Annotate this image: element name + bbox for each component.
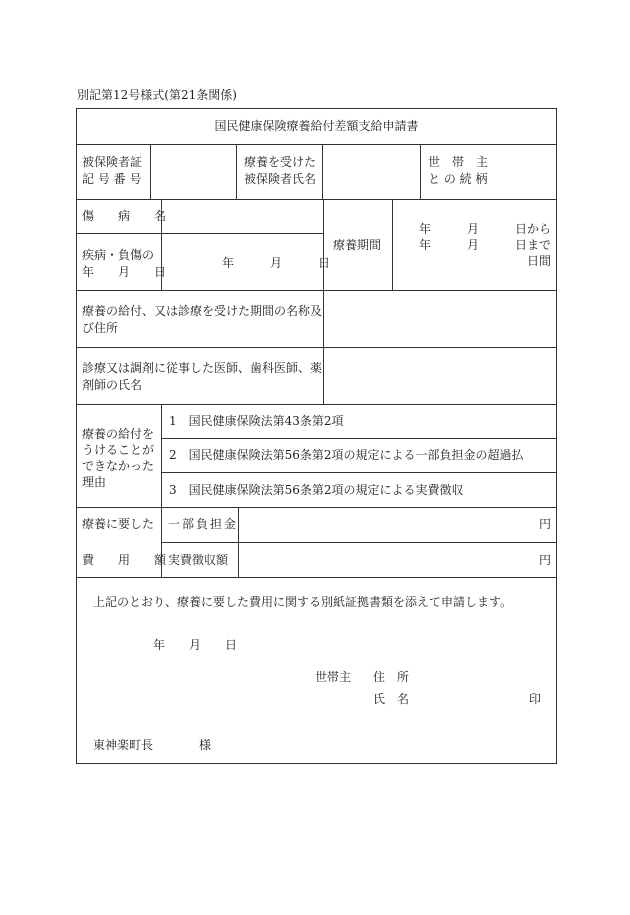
divider bbox=[76, 577, 557, 578]
honorific: 様 bbox=[199, 738, 212, 752]
divider bbox=[236, 144, 237, 199]
divider bbox=[238, 507, 239, 577]
divider bbox=[161, 438, 557, 439]
form-title: 国民健康保険療養給付差額支給申請書 bbox=[214, 119, 419, 133]
reason-label: できなかった bbox=[82, 459, 155, 473]
divider bbox=[161, 542, 557, 543]
divider bbox=[76, 507, 557, 508]
onset-date-label: 疾病・負傷の bbox=[82, 248, 155, 262]
reason-label: うけることが bbox=[82, 443, 155, 457]
period-from: 年 月 日から bbox=[418, 222, 551, 236]
application-date: 年 月 日 bbox=[153, 638, 238, 652]
doctor-label: 剤師の氏名 bbox=[82, 378, 143, 392]
reason-option: 3 国民健康保険法第56条第2項の規定による実費徴収 bbox=[169, 483, 464, 497]
divider bbox=[76, 199, 557, 200]
divider bbox=[420, 144, 421, 199]
reason-option: 1 国民健康保険法第43条第2項 bbox=[169, 414, 344, 428]
actual-cost-label: 実費徴収額 bbox=[168, 553, 229, 567]
yen-unit: 円 bbox=[539, 553, 552, 567]
householder-label: 世帯主 bbox=[315, 670, 352, 684]
divider bbox=[76, 233, 323, 234]
cost-label: 療養に要した bbox=[82, 517, 155, 531]
reason-label: 療養の給付を bbox=[82, 427, 155, 441]
divider bbox=[76, 290, 557, 291]
relation-label: 世 帯 主 bbox=[428, 155, 489, 169]
doctor-label: 診療又は調剤に従事した医師、歯科医師、薬 bbox=[82, 361, 323, 375]
partial-burden-label: 一部負担金 bbox=[168, 517, 239, 531]
divider bbox=[161, 472, 557, 473]
insured-name-label: 療養を受けた bbox=[244, 155, 317, 169]
insured-number-label: 被保険者証 bbox=[82, 155, 143, 169]
divider bbox=[76, 404, 557, 405]
reason-option: 2 国民健康保険法第56条第2項の規定による一部負担金の超過払 bbox=[169, 448, 524, 462]
period-days: 日間 bbox=[526, 254, 551, 268]
address-label: 住 所 bbox=[373, 670, 410, 684]
onset-date-label: 年 月 日 bbox=[82, 265, 167, 279]
addressee: 東神楽町長 bbox=[93, 738, 154, 752]
cost-label: 費 用 額 bbox=[82, 553, 167, 567]
name-label: 氏 名 bbox=[373, 692, 410, 706]
injury-name-label: 傷 病 名 bbox=[82, 209, 167, 223]
reason-label: 理由 bbox=[82, 475, 107, 489]
divider bbox=[323, 199, 324, 404]
declaration-text: 上記のとおり、療養に要した費用に関する別紙証拠書類を添えて申請します。 bbox=[93, 595, 513, 609]
insured-number-label: 記 号 番 号 bbox=[82, 172, 142, 186]
form-number: 別記第12号様式(第21条関係) bbox=[77, 88, 237, 102]
insured-name-label: 被保険者氏名 bbox=[244, 172, 317, 186]
divider bbox=[392, 199, 393, 290]
facility-label: び住所 bbox=[82, 321, 119, 335]
relation-label: と の 続 柄 bbox=[428, 172, 488, 186]
onset-date-value: 年 月 日 bbox=[222, 256, 331, 270]
divider bbox=[322, 144, 323, 199]
period-to: 年 月 日まで bbox=[418, 238, 551, 252]
divider bbox=[76, 144, 557, 145]
divider bbox=[76, 347, 557, 348]
yen-unit: 円 bbox=[539, 517, 552, 531]
divider bbox=[150, 144, 151, 199]
facility-label: 療養の給付、又は診療を受けた期間の名称及 bbox=[82, 304, 323, 318]
seal-mark: 印 bbox=[529, 692, 542, 706]
treatment-period-label: 療養期間 bbox=[333, 238, 382, 252]
